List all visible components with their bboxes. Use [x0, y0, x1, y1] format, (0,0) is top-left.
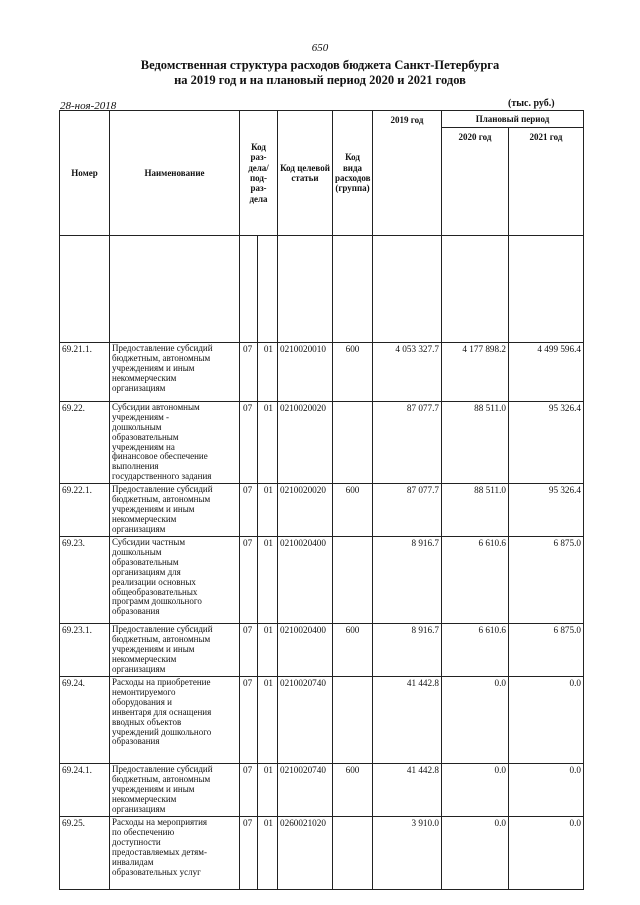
row-value-2020: 0.0 [442, 677, 509, 764]
row-subsection: 01 [258, 537, 278, 624]
header-2020: 2020 год [442, 128, 509, 236]
document-title: Ведомственная структура расходов бюджета Санкт-Петербурга [140, 58, 500, 72]
row-section: 07 [240, 537, 258, 624]
table-row [60, 624, 584, 677]
row-value-2021: 95 326.4 [509, 484, 584, 537]
row-target-code: 0210020020 [278, 484, 333, 537]
row-value-2019: 8 916.7 [373, 537, 442, 624]
units-label: (тыс. руб.) [508, 98, 555, 109]
row-number: 69.23.1. [60, 624, 110, 677]
row-value-2019: 87 077.7 [373, 484, 442, 537]
header-2019: 2019 год [373, 111, 442, 236]
row-target-code: 0210020400 [278, 537, 333, 624]
row-name: Расходы на мероприятия по обеспечению доступности предоставляемых детям- инвалидам образовательных услуг [110, 817, 240, 890]
row-value-2020: 6 610.6 [442, 537, 509, 624]
row-number: 69.24. [60, 677, 110, 764]
row-value-2020: 4 177 898.2 [442, 343, 509, 402]
document-subtitle: на 2019 год и на плановый период 2020 и 2021 годов [174, 73, 466, 87]
row-subsection: 01 [258, 817, 278, 890]
row-value-2021: 0.0 [509, 817, 584, 890]
row-name: Предоставление субсидий бюджетным, автономным учреждениям и иным некоммерческим организациям [110, 343, 240, 402]
row-number: 69.23. [60, 537, 110, 624]
row-value-2021: 6 875.0 [509, 624, 584, 677]
document-date: 28-ноя-2018 [60, 100, 117, 112]
row-number: 69.21.1. [60, 343, 110, 402]
row-expense-type: 600 [333, 764, 373, 817]
table-row [60, 402, 584, 484]
row-value-2021: 6 875.0 [509, 537, 584, 624]
row-name: Субсидии частным дошкольным образовательным организациям для реализации основных общеобразовательных программ дошкольного образования [110, 537, 240, 624]
row-value-2021: 0.0 [509, 764, 584, 817]
row-value-2019: 4 053 327.7 [373, 343, 442, 402]
page-number: 650 [311, 42, 329, 54]
row-number: 69.22.1. [60, 484, 110, 537]
row-expense-type: 600 [333, 624, 373, 677]
row-value-2020: 6 610.6 [442, 624, 509, 677]
row-expense-type: 600 [333, 484, 373, 537]
row-subsection: 01 [258, 343, 278, 402]
table-row [60, 764, 584, 817]
row-value-2019: 41 442.8 [373, 677, 442, 764]
table-row [60, 484, 584, 537]
row-section: 07 [240, 624, 258, 677]
row-subsection: 01 [258, 402, 278, 484]
row-target-code: 0210020400 [278, 624, 333, 677]
table-spacer-row [60, 236, 584, 343]
row-value-2021: 0.0 [509, 677, 584, 764]
row-value-2020: 0.0 [442, 764, 509, 817]
table-row [60, 343, 584, 402]
header-target: Код целевой статьи [278, 111, 333, 236]
row-expense-type [333, 817, 373, 890]
header-planned-period: Плановый период [442, 111, 584, 128]
header-name: Наименование [110, 111, 240, 236]
row-target-code: 0210020740 [278, 677, 333, 764]
row-number: 69.22. [60, 402, 110, 484]
header-expense-type: Код вида расходов (группа) [333, 111, 373, 236]
row-section: 07 [240, 677, 258, 764]
row-subsection: 01 [258, 677, 278, 764]
row-value-2021: 4 499 596.4 [509, 343, 584, 402]
row-value-2019: 8 916.7 [373, 624, 442, 677]
row-section: 07 [240, 402, 258, 484]
row-value-2019: 87 077.7 [373, 402, 442, 484]
row-number: 69.24.1. [60, 764, 110, 817]
row-expense-type [333, 677, 373, 764]
row-subsection: 01 [258, 484, 278, 537]
row-section: 07 [240, 484, 258, 537]
row-subsection: 01 [258, 624, 278, 677]
row-number: 69.25. [60, 817, 110, 890]
row-value-2019: 3 910.0 [373, 817, 442, 890]
table-row [60, 817, 584, 890]
row-value-2020: 0.0 [442, 817, 509, 890]
table-row [60, 537, 584, 624]
row-section: 07 [240, 343, 258, 402]
header-number: Номер [60, 111, 110, 236]
row-value-2020: 88 511.0 [442, 484, 509, 537]
row-section: 07 [240, 817, 258, 890]
row-value-2019: 41 442.8 [373, 764, 442, 817]
row-subsection: 01 [258, 764, 278, 817]
row-name: Субсидии автономным учреждениям - дошкольным образовательным учреждениям на финансовое обеспечение выполнения государственного задания [110, 402, 240, 484]
budget-table [59, 110, 584, 890]
row-target-code: 0210020740 [278, 764, 333, 817]
row-name: Предоставление субсидий бюджетным, автономным учреждениям и иным некоммерческим организациям [110, 484, 240, 537]
row-target-code: 0210020010 [278, 343, 333, 402]
row-expense-type [333, 537, 373, 624]
row-name: Расходы на приобретение немонтируемого оборудования и инвентаря для оснащения вводных объектов учреждений дошкольного образования [110, 677, 240, 764]
row-expense-type [333, 402, 373, 484]
row-target-code: 0210020020 [278, 402, 333, 484]
table-row [60, 677, 584, 764]
row-name: Предоставление субсидий бюджетным, автономным учреждениям и иным некоммерческим организациям [110, 764, 240, 817]
header-section: Код раз-дела/ под-раз-дела [240, 111, 278, 236]
row-value-2021: 95 326.4 [509, 402, 584, 484]
row-name: Предоставление субсидий бюджетным, автономным учреждениям и иным некоммерческим организациям [110, 624, 240, 677]
row-expense-type: 600 [333, 343, 373, 402]
header-2021: 2021 год [509, 128, 584, 236]
row-value-2020: 88 511.0 [442, 402, 509, 484]
row-section: 07 [240, 764, 258, 817]
row-target-code: 0260021020 [278, 817, 333, 890]
